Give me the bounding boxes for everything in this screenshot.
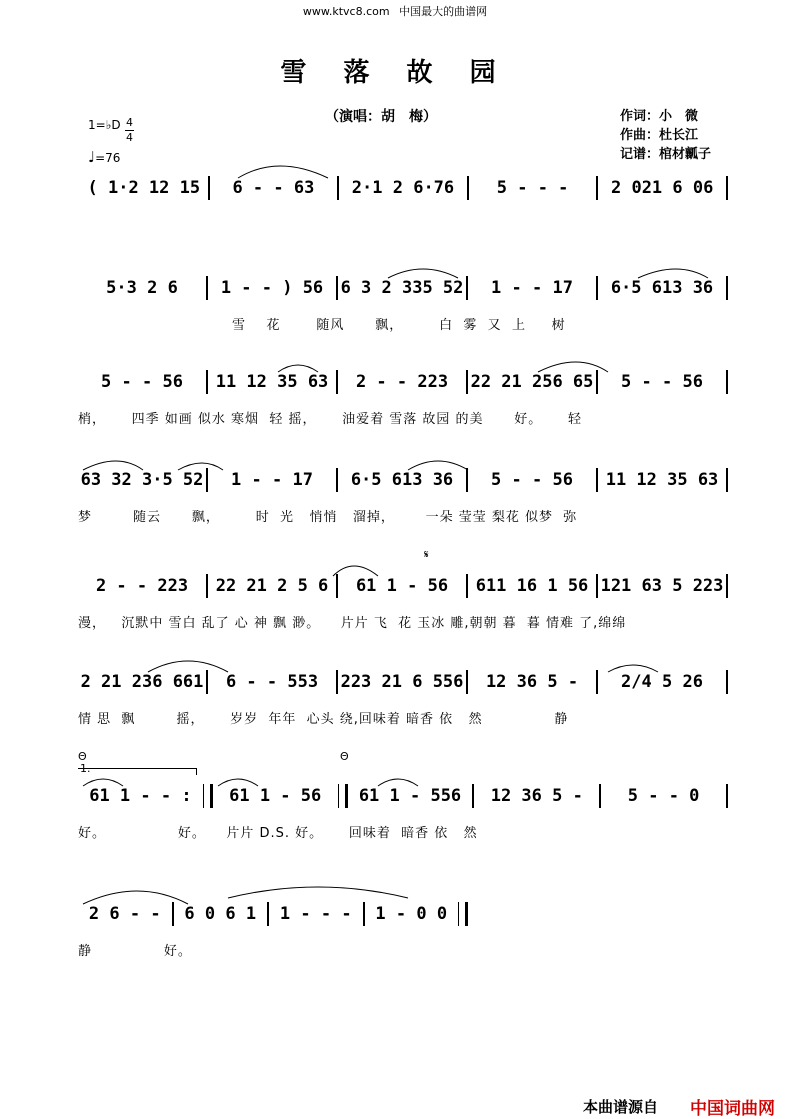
measure: 61 1 - - :: [89, 786, 192, 806]
measure: 1 - - 17: [491, 278, 573, 298]
lyrics-row: 静 好。: [78, 944, 192, 959]
notes-row: [78, 460, 728, 500]
measure: 22 21 256 65: [470, 372, 594, 392]
measure: 22 21 2 5 6: [215, 576, 329, 596]
site-url[interactable]: www.ktvc8.com: [302, 5, 390, 18]
measure: 5 - - 0: [627, 786, 700, 806]
repeat-barline: [203, 784, 213, 808]
measure: 6 - - 553: [225, 672, 319, 692]
tempo-marking: [88, 148, 120, 166]
volta-label: 1.: [80, 762, 91, 775]
site-tagline: 中国最大的曲谱网: [399, 5, 488, 18]
key-signature: 1=♭D: [88, 118, 121, 132]
measure: 61 1 - 56: [355, 576, 449, 596]
final-barline: [458, 902, 468, 926]
measure: 11 12 35 63: [215, 372, 329, 392]
site-header: [0, 0, 790, 19]
measure: 12 36 5 -: [485, 672, 579, 692]
footer-site-link[interactable]: 中国词曲网: [690, 1099, 775, 1119]
measure: 63 32 3·5 52: [80, 470, 204, 490]
barline: [726, 370, 728, 394]
measure: 5·3 2 6: [106, 278, 178, 298]
measure: 6·5 613 36: [610, 278, 714, 298]
time-signature: [125, 116, 134, 145]
coda-icon: Θ: [340, 750, 349, 763]
notes-row: [78, 894, 468, 934]
measure: 2·1 2 6·76: [351, 178, 455, 198]
barline: [726, 670, 728, 694]
time-signature-top: 4: [126, 116, 133, 129]
composer-credit: 作曲：杜长江: [620, 128, 699, 143]
lyrics-row: 漫， 沉默中 雪白 乱了 心 神 飘 渺。 片片 飞 花 玉冰 雕,朝朝 暮 暮 情难 了,绵绵: [78, 616, 627, 631]
barline: [726, 574, 728, 598]
measure: 11 12 35 63: [605, 470, 719, 490]
measure: 611 16 1 56: [475, 576, 589, 596]
notes-row: [78, 662, 728, 702]
measure: 223 21 6 556: [340, 672, 464, 692]
lyrics-row: 情 思 飘 摇， 岁岁 年年 心头 绕,回味着 暗香 依 然 静: [78, 712, 569, 727]
measure: 1 - - -: [279, 904, 352, 924]
notes-row: [78, 566, 728, 606]
notes-row: [78, 362, 728, 402]
measure: 2 21 236 661: [80, 672, 204, 692]
measure: 2 - - 223: [355, 372, 449, 392]
lyrics-row: 梢， 四季 如画 似水 寒烟 轻 摇， 油爱着 雪落 故园 的美 好。 轻: [78, 412, 582, 427]
volta-bracket: [78, 768, 197, 775]
singer-credit: （演唱：胡 梅）: [325, 109, 437, 125]
measure: 5 - - 56: [491, 470, 573, 490]
notes-row: [78, 776, 728, 816]
barline: [726, 276, 728, 300]
measure: 5 - - -: [496, 178, 569, 198]
barline: [726, 468, 728, 492]
measure: 5 - - 56: [101, 372, 183, 392]
measure: 1 - 0 0: [375, 904, 448, 924]
lyricist-credit: 作词：小 微: [620, 109, 699, 124]
quarter-note-icon: ♩: [88, 148, 96, 166]
measure: 6·5 613 36: [350, 470, 454, 490]
coda-icon: Θ: [78, 750, 87, 763]
double-barline: [338, 784, 348, 808]
measure: 1 - - ) 56: [220, 278, 324, 298]
notes-row: [78, 268, 728, 308]
lyrics-row: 雪 花 随风 飘， 白 雾 又 上 树: [78, 318, 566, 333]
measure: 5 - - 56: [621, 372, 703, 392]
measure: 6 3 2 335 52: [340, 278, 464, 298]
notes-row: [78, 168, 728, 208]
measure: 61 1 - 556: [358, 786, 462, 806]
barline: [726, 176, 728, 200]
measure: 2 6 - -: [88, 904, 161, 924]
measure: 6 0 6 1: [184, 904, 257, 924]
measure: 12 36 5 -: [490, 786, 583, 806]
footer-source-label: 本曲谱源自: [583, 1098, 659, 1116]
lyrics-row: 好。 好。 片片 D.S. 好。 回味着 暗香 依 然: [78, 826, 478, 841]
measure: 121 63 5 223: [600, 576, 724, 596]
time-signature-bottom: 4: [126, 131, 133, 144]
measure: 2/4 5 26: [621, 672, 703, 692]
transcriber-credit: 记谱：棺材瓤子: [620, 147, 712, 162]
song-title: 雪 落 故 园: [280, 58, 510, 88]
measure: 6 - - 63: [232, 178, 315, 198]
segno-icon: 𝄋: [424, 548, 429, 561]
lyrics-row: 梦 随云 飘， 时 光 悄悄 溜掉， 一朵 莹莹 梨花 似梦 弥: [78, 510, 578, 525]
measure: 2 021 6 06: [610, 178, 714, 198]
barline: [726, 784, 728, 808]
tempo-value: =76: [95, 151, 121, 165]
measure: 1 - - 17: [231, 470, 313, 490]
measure: 61 1 - 56: [229, 786, 322, 806]
credits-block: [620, 107, 711, 164]
measure: ( 1·2 12 15: [87, 178, 201, 198]
measure: 2 - - 223: [95, 576, 189, 596]
